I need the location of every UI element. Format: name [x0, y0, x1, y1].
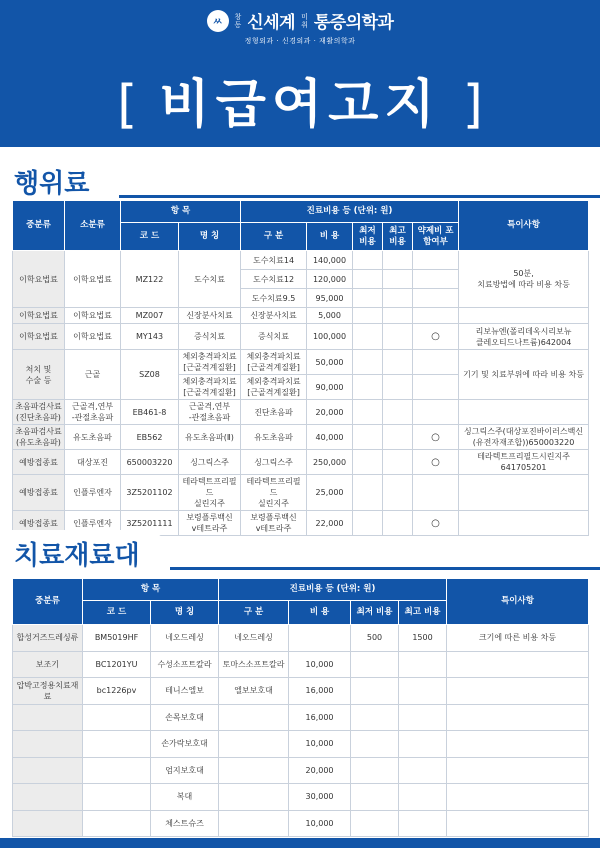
- header-category: 중분류: [13, 579, 83, 625]
- cell-note: 크기에 따른 비용 차등: [447, 625, 589, 652]
- logo-mid: [301, 13, 308, 29]
- cell-type: 네오드레싱: [219, 625, 289, 652]
- cell-type: 엘보보호대: [219, 678, 289, 705]
- cell-type: 신장분사치료: [241, 308, 307, 324]
- cell-note: [447, 784, 589, 811]
- cell-min: [351, 731, 399, 758]
- cell-name: 유도초음파(Ⅱ): [179, 425, 241, 450]
- cell-category: [13, 784, 83, 811]
- cell-category: 합성거즈드레싱류: [13, 625, 83, 652]
- cell-code: [83, 784, 151, 811]
- cell-drug: [413, 270, 459, 289]
- cell-name: 수성소프트칼라: [151, 651, 219, 678]
- cell-code: 650003220: [121, 450, 179, 475]
- cell-code: SZ08: [121, 350, 179, 400]
- cell-price: 120,000: [307, 270, 353, 289]
- cell-category: [13, 731, 83, 758]
- cell-price: 10,000: [289, 731, 351, 758]
- cell-category: 초음파검사료 (진단초음파): [13, 400, 65, 425]
- cell-note: 리보뉴엔(폴리데옥시리보뉴 클레오티드나트륨)642004: [459, 324, 589, 350]
- cell-category: [13, 810, 83, 837]
- cell-max: [399, 784, 447, 811]
- cell-category: 압박고정용치료재료: [13, 678, 83, 705]
- cell-min: [351, 784, 399, 811]
- cell-subcategory: 근골격,연부 -관절초음파: [65, 400, 121, 425]
- cell-max: [383, 475, 413, 511]
- cell-max: [383, 425, 413, 450]
- cell-subcategory: 이학요법료: [65, 251, 121, 308]
- cell-note: [459, 308, 589, 324]
- title-bracket-open: [: [117, 75, 138, 135]
- cell-max: [399, 704, 447, 731]
- procedure-fee-table: [12, 200, 589, 536]
- cell-price: 10,000: [289, 651, 351, 678]
- cell-min: [353, 425, 383, 450]
- cell-code: MZ007: [121, 308, 179, 324]
- page-title: [0, 62, 600, 137]
- cell-max: [383, 450, 413, 475]
- cell-min: [351, 757, 399, 784]
- table-row: [13, 784, 589, 811]
- cell-drug: ○: [413, 511, 459, 536]
- cell-max: [383, 324, 413, 350]
- table-row: [13, 251, 589, 270]
- cell-category: 예방접종료: [13, 450, 65, 475]
- section-heading-procedures: [0, 158, 600, 198]
- header-banner: [0, 0, 600, 147]
- cell-price: 40,000: [307, 425, 353, 450]
- cell-drug: [413, 289, 459, 308]
- cell-min: [353, 289, 383, 308]
- cell-drug: [413, 350, 459, 375]
- cell-min: [351, 810, 399, 837]
- cell-drug: [413, 251, 459, 270]
- cell-max: [383, 289, 413, 308]
- cell-name: 증식치료: [179, 324, 241, 350]
- cell-code: bc1226pv: [83, 678, 151, 705]
- header-subcategory: 소분류: [65, 201, 121, 251]
- cell-name: 손가락보호대: [151, 731, 219, 758]
- cell-code: [83, 704, 151, 731]
- cell-type: 도수치료14: [241, 251, 307, 270]
- cell-code: BM5019HF: [83, 625, 151, 652]
- cell-name: 복대: [151, 784, 219, 811]
- header-item: 항 목: [121, 201, 241, 223]
- clinic-logo: [0, 8, 600, 46]
- header-item: 항 목: [83, 579, 219, 601]
- cell-code: [83, 810, 151, 837]
- cell-drug: [413, 308, 459, 324]
- cell-note: 기기 및 치료부위에 따라 비용 차등: [459, 350, 589, 400]
- table-row: [13, 704, 589, 731]
- cell-type: 유도초음파: [241, 425, 307, 450]
- cell-category: 처치 및 수술 등: [13, 350, 65, 400]
- cell-price: 22,000: [307, 511, 353, 536]
- cell-type: [219, 810, 289, 837]
- cell-min: [353, 308, 383, 324]
- cell-type: 도수치료12: [241, 270, 307, 289]
- table-row: [13, 425, 589, 450]
- header-name: 명 칭: [179, 223, 241, 251]
- table-row: [13, 810, 589, 837]
- cell-code: 3Z5201111: [121, 511, 179, 536]
- cell-price: [289, 625, 351, 652]
- footer-bar: [0, 838, 600, 848]
- cell-category: 예방접종료: [13, 511, 65, 536]
- header-price: 비 용: [289, 601, 351, 625]
- cell-name: 엄지보호대: [151, 757, 219, 784]
- clinic-logo-icon: ㅆ: [207, 10, 229, 32]
- cell-code: 3Z5201102: [121, 475, 179, 511]
- cell-drug: [413, 475, 459, 511]
- cell-type: [219, 784, 289, 811]
- cell-code: EB562: [121, 425, 179, 450]
- cell-name: 체외충격파치료 [근골격계질환]: [179, 350, 241, 375]
- cell-note: [447, 704, 589, 731]
- cell-min: [351, 678, 399, 705]
- cell-drug: [413, 400, 459, 425]
- table-row: [13, 450, 589, 475]
- cell-code: MZ122: [121, 251, 179, 308]
- cell-note: 싱그릭스주(대상포진바이러스백신 (유전자재조합))650003220: [459, 425, 589, 450]
- section-title: 행위료: [0, 158, 119, 198]
- cell-subcategory: 이학요법료: [65, 308, 121, 324]
- cell-min: [353, 251, 383, 270]
- cell-min: 500: [351, 625, 399, 652]
- cell-price: 20,000: [289, 757, 351, 784]
- cell-category: 이학요법료: [13, 324, 65, 350]
- cell-name: 싱그릭스주: [179, 450, 241, 475]
- cell-type: 보령플루백신 v테트라주: [241, 511, 307, 536]
- header-max: 최고 비용: [383, 223, 413, 251]
- cell-type: 체외충격파치료 [근골격계질환]: [241, 375, 307, 400]
- cell-price: 250,000: [307, 450, 353, 475]
- cell-note: [459, 475, 589, 511]
- cell-type: 진단초음파: [241, 400, 307, 425]
- header-category: 중분류: [13, 201, 65, 251]
- cell-drug: ○: [413, 425, 459, 450]
- cell-price: 140,000: [307, 251, 353, 270]
- cell-category: 보조기: [13, 651, 83, 678]
- section-title: 치료재료대: [0, 530, 170, 570]
- logo-prefix-top: 창: [234, 12, 242, 21]
- cell-min: [353, 324, 383, 350]
- cell-note: [447, 651, 589, 678]
- cell-type: [219, 757, 289, 784]
- cell-max: [383, 375, 413, 400]
- header-code: 코 드: [121, 223, 179, 251]
- cell-price: 25,000: [307, 475, 353, 511]
- cell-note: 테라텍트프리필드시린지주641705201: [459, 450, 589, 475]
- cell-subcategory: 이학요법료: [65, 324, 121, 350]
- cell-price: 20,000: [307, 400, 353, 425]
- cell-price: 95,000: [307, 289, 353, 308]
- cell-type: 싱그릭스주: [241, 450, 307, 475]
- cell-drug: ○: [413, 450, 459, 475]
- cell-category: 이학요법료: [13, 308, 65, 324]
- header-max: 최고 비용: [399, 601, 447, 625]
- cell-note: [459, 400, 589, 425]
- header-note: 특이사항: [459, 201, 589, 251]
- title-text: 비급여고지: [159, 75, 441, 135]
- cell-type: [219, 731, 289, 758]
- header-cost: 진료비용 등 (단위: 원): [241, 201, 459, 223]
- logo-prefix: [235, 13, 242, 29]
- cell-max: [399, 678, 447, 705]
- cell-type: [219, 704, 289, 731]
- header-type: 구 분: [241, 223, 307, 251]
- cell-category: 예방접종료: [13, 475, 65, 511]
- cell-max: [383, 308, 413, 324]
- clinic-dept: 통증의학과: [313, 13, 394, 33]
- header-type: 구 분: [219, 601, 289, 625]
- cell-max: [399, 810, 447, 837]
- clinic-subtitle: 정형외과 · 신경외과 · 재활의학과: [244, 37, 356, 45]
- cell-category: [13, 757, 83, 784]
- cell-subcategory: 인플루엔자: [65, 475, 121, 511]
- cell-max: [399, 731, 447, 758]
- table-row: [13, 400, 589, 425]
- header-min: 최저 비용: [351, 601, 399, 625]
- cell-max: 1500: [399, 625, 447, 652]
- cell-min: [351, 704, 399, 731]
- header-drug: 약제비 포함여부: [413, 223, 459, 251]
- cell-code: EB461-8: [121, 400, 179, 425]
- cell-category: 초음파검사료 (유도초음파): [13, 425, 65, 450]
- cell-name: 손목보호대: [151, 704, 219, 731]
- cell-note: [447, 678, 589, 705]
- cell-subcategory: 유도초음파: [65, 425, 121, 450]
- cell-type: 증식치료: [241, 324, 307, 350]
- cell-max: [383, 400, 413, 425]
- table-row: [13, 625, 589, 652]
- cell-price: 100,000: [307, 324, 353, 350]
- header-min: 최저 비용: [353, 223, 383, 251]
- cell-name: 테니스엘보: [151, 678, 219, 705]
- cell-min: [351, 651, 399, 678]
- header-price: 비 용: [307, 223, 353, 251]
- header-code: 코 드: [83, 601, 151, 625]
- cell-name: 도수치료: [179, 251, 241, 308]
- cell-name: 체외충격파치료 [근골격계질환]: [179, 375, 241, 400]
- clinic-name: 신세계: [247, 13, 296, 33]
- cell-category: [13, 704, 83, 731]
- cell-max: [399, 757, 447, 784]
- cell-min: [353, 375, 383, 400]
- cell-price: 16,000: [289, 704, 351, 731]
- table-row: [13, 757, 589, 784]
- cell-min: [353, 475, 383, 511]
- header-cost: 진료비용 등 (단위: 원): [219, 579, 447, 601]
- cell-subcategory: 대상포진: [65, 450, 121, 475]
- cell-type: 체외충격파치료 [근골격계질환]: [241, 350, 307, 375]
- material-fee-table: [12, 578, 589, 837]
- cell-price: 10,000: [289, 810, 351, 837]
- cell-min: [353, 270, 383, 289]
- title-bracket-close: ]: [462, 75, 483, 135]
- cell-name: 보령플루백신 v테트라주: [179, 511, 241, 536]
- cell-code: [83, 731, 151, 758]
- cell-max: [383, 251, 413, 270]
- cell-price: 5,000: [307, 308, 353, 324]
- cell-name: 테라텍트프리필드 실린지주: [179, 475, 241, 511]
- cell-max: [383, 350, 413, 375]
- cell-note: 50분, 치료방법에 따라 비용 차등: [459, 251, 589, 308]
- cell-max: [399, 651, 447, 678]
- table-row: [13, 475, 589, 511]
- cell-price: 30,000: [289, 784, 351, 811]
- table-row: [13, 678, 589, 705]
- cell-subcategory: 근골: [65, 350, 121, 400]
- table-row: [13, 731, 589, 758]
- cell-price: 50,000: [307, 350, 353, 375]
- cell-category: 이학요법료: [13, 251, 65, 308]
- cell-min: [353, 400, 383, 425]
- cell-price: 90,000: [307, 375, 353, 400]
- cell-name: 네오드레싱: [151, 625, 219, 652]
- table-row: [13, 324, 589, 350]
- cell-note: [447, 810, 589, 837]
- cell-code: MY143: [121, 324, 179, 350]
- cell-min: [353, 350, 383, 375]
- cell-code: BC1201YU: [83, 651, 151, 678]
- cell-code: [83, 757, 151, 784]
- cell-drug: ○: [413, 324, 459, 350]
- table-row: [13, 651, 589, 678]
- cell-subcategory: 인플루엔자: [65, 511, 121, 536]
- header-name: 명 칭: [151, 601, 219, 625]
- section-heading-materials: [0, 530, 600, 570]
- cell-price: 16,000: [289, 678, 351, 705]
- logo-prefix-bottom: 동: [234, 20, 242, 29]
- cell-type: 토마스소프트칼라: [219, 651, 289, 678]
- cell-name: 체스트슈즈: [151, 810, 219, 837]
- cell-type: 도수치료9.5: [241, 289, 307, 308]
- cell-note: [447, 731, 589, 758]
- cell-drug: [413, 375, 459, 400]
- cell-note: [447, 757, 589, 784]
- logo-mid-top: 미: [301, 12, 308, 21]
- cell-type: 테라텍트프리필드 실린지주: [241, 475, 307, 511]
- table-row: [13, 308, 589, 324]
- cell-name: 근골격,연부 -관절초음파: [179, 400, 241, 425]
- header-note: 특이사항: [447, 579, 589, 625]
- cell-name: 신장분사치료: [179, 308, 241, 324]
- table-row: [13, 350, 589, 375]
- cell-max: [383, 270, 413, 289]
- logo-mid-bottom: 취: [301, 20, 308, 29]
- cell-min: [353, 450, 383, 475]
